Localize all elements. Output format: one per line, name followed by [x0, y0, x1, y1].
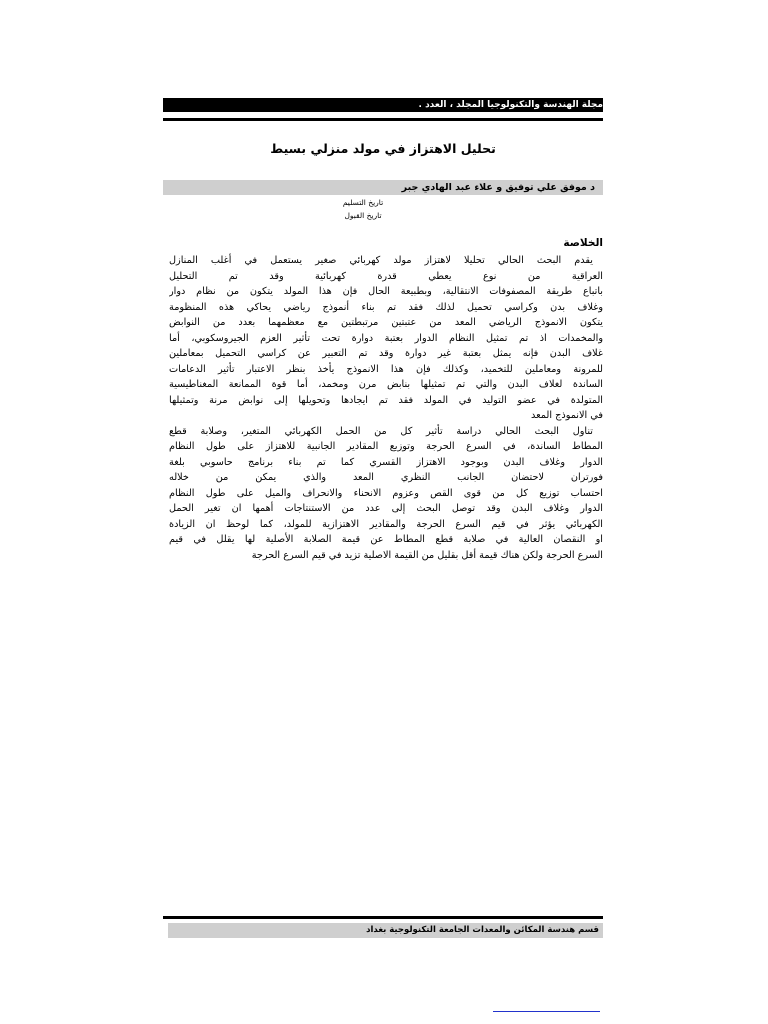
abstract-line: الساندة لغلاف البدن والتي تم تمثيلها بنابض مرن ومخمد، أما قوة الممانعة المغناطيسية	[169, 379, 603, 390]
abstract-line: للمرونة ومعاملين للتخميد، وكذلك فإن هذا الانموذج يأخذ بنظر الاعتبار تأثير الدعامات	[169, 363, 603, 375]
abstract-line: تناول البحث الحالي دراسة تأثير كل من الحمل الكهربائي المتغير، وصلابة قطع	[169, 425, 593, 437]
abstract-line: المتولدة في عضو التوليد في المولد فقد تم ايجادها وتحويلها إلى نوابض مرنة وتمثيلها	[169, 394, 603, 406]
abstract-line: غلاف البدن فإنه يمثل بعتبة غير دوارة وقد تم التعبير عن كراسي التحميل بمعاملين	[169, 348, 603, 359]
date-accepted-label: تاريخ القبول	[344, 211, 382, 220]
abstract-line: والمخمدات اذ تم تمثيل النظام الدوار بعتبة دوارة تحت تأثير العزم الجيروسكوبي، أما	[169, 332, 603, 344]
affiliation-bar	[168, 923, 603, 938]
abstract-line: وغلاف بدن وكراسي تحميل لذلك فقد تم بناء أنموذج رياضي يحاكي هذه المنظومة	[169, 301, 603, 313]
abstract-line: المطاط الساندة، في السرع الحرجة وتوزيع المقادير الجانبية للاهتزاز على طول النظام	[169, 441, 603, 452]
abstract-line: احتساب توزيع كل من قوى القص وعزوم الانحناء والانحراف والميل على طول النظام	[169, 487, 603, 499]
journal-page	[163, 0, 608, 1024]
submission-dates	[313, 196, 413, 222]
footer-rule	[163, 916, 603, 919]
journal-header-bar	[163, 98, 603, 112]
paper-title: تحليل الاهتزاز في مولد منزلي بسيط	[270, 141, 496, 156]
abstract-body	[169, 253, 603, 563]
page-link-underline[interactable]	[493, 1011, 600, 1012]
abstract-line: يقدم البحث الحالي تحليلا لاهتزاز مولد كهربائي صغير يستعمل في أغلب المنازل	[169, 255, 593, 266]
abstract-line: او النقصان العالية في صلابة قطع المطاط عن قيمة الصلابة الأصلية لها يقلل في قيم	[169, 534, 603, 545]
authors-text: د موفق علي توفيق و علاء عبد الهادي جبر	[401, 182, 595, 193]
authors-bar	[163, 180, 603, 195]
abstract-line: في الانموذج المعد	[531, 410, 603, 421]
abstract-line: الكهربائي يؤثر في قيم السرع الحرجة والمقادير الاهتزازية للمولد، كما لوحظ ان الزيادة	[169, 518, 603, 530]
abstract-line: الدوار وغلاف البدن وقد توصل البحث إلى عدد من الاستنتاجات أهمها ان تغير الحمل	[169, 503, 603, 514]
journal-header-text: مجلة الهندسة والتكنولوجيا المجلد ، العدد .	[418, 100, 603, 110]
abstract-line: فورتران لاحتضان الجانب النظري المعد والذي يمكن من خلاله	[169, 472, 603, 483]
header-rule	[163, 118, 603, 121]
date-received-label: تاريخ التسليم	[342, 198, 384, 207]
abstract-heading: الخلاصة	[563, 237, 603, 249]
abstract-line: الدوار وغلاف البدن وبوجود الاهتزاز القسري كما تم بناء برنامج حاسوبي بلغة	[169, 456, 603, 468]
abstract-line: يتكون الانموذج الرياضي المعد من عتبتين مرتبطتين مع معظمهما بعدد من النوابض	[169, 317, 603, 328]
abstract-line: باتباع طريقة المصفوفات الانتقالية، وبطبيعة الحال فإن هذا المولد يتكون من نظام دوار	[169, 286, 603, 297]
affiliation-text: قسم هندسة المكائن والمعدات الجامعة التكنولوجية بغداد	[366, 925, 599, 935]
abstract-line: السرع الحرجة ولكن هناك قيمة أقل بقليل من القيمة الاصلية تزيد في قيم السرع الحرجة	[251, 549, 603, 561]
abstract-line: العراقية من نوع يعطي قدرة كهربائية وقد تم التحليل	[169, 270, 603, 282]
